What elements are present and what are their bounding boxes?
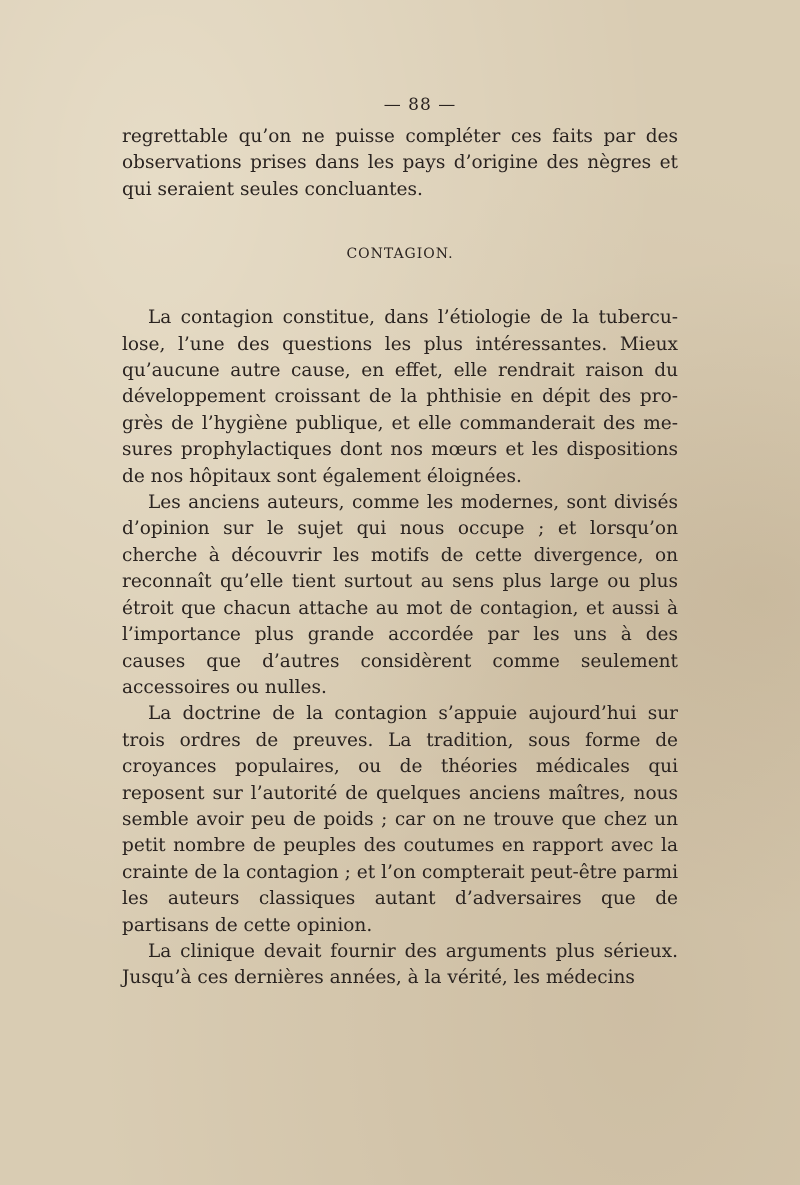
book-page xyxy=(122,92,678,992)
paragraph: La contagion constitue, dans l’étiologie de la tubercu- lose, l’une des questions les plus intéressantes. Mieux qu’aucune autre cause, en effet, elle rendrait raison du développement croissant de la phthisie en dépit des pro- grès de l’hygiène publique, et elle commanderait des me- sures prophylactiques dont nos mœurs et les dispositions de nos hôpitaux sont également éloignées. xyxy=(122,307,678,487)
paragraph: La doctrine de la contagion s’appuie aujourd’hui sur trois ordres de preuves. La tradition, sous forme de croyances populaires, ou de théories médicales qui reposent sur l’autorité de quelques anciens maîtres, nous semble avoir peu de poids ; car on ne trouve que chez un petit nombre de peuples des coutumes en rapport avec la crainte de la contagion ; et l’on compterait peut-être parmi les auteurs classiques autant d’adversaires que de partisans de cette opinion. xyxy=(122,703,678,936)
paragraph-continuation: regrettable qu’on ne puisse compléter ces faits par des observations prises dans les pays d’origine des nègres et qui seraient seules concluantes. xyxy=(122,126,678,200)
page-number: — 88 — xyxy=(383,95,457,115)
paragraph: La clinique devait fournir des arguments plus sérieux. Jusqu’à ces dernières années, à la vérité, les médecins xyxy=(122,940,678,989)
section-heading: CONTAGION. xyxy=(346,246,454,263)
paragraph: Les anciens auteurs, comme les modernes, sont divisés d’opinion sur le sujet qui nous occupe ; et lorsqu’on cherche à découvrir les motifs de cette divergence, on reconnaît qu’elle tient surtout au sens plus large ou plus étroit que chacun attache au mot de contagion, et aussi à l’importance plus grande accordée par les uns à des causes que d’autres considèrent comme seulement accessoires ou nulles. xyxy=(122,492,678,698)
